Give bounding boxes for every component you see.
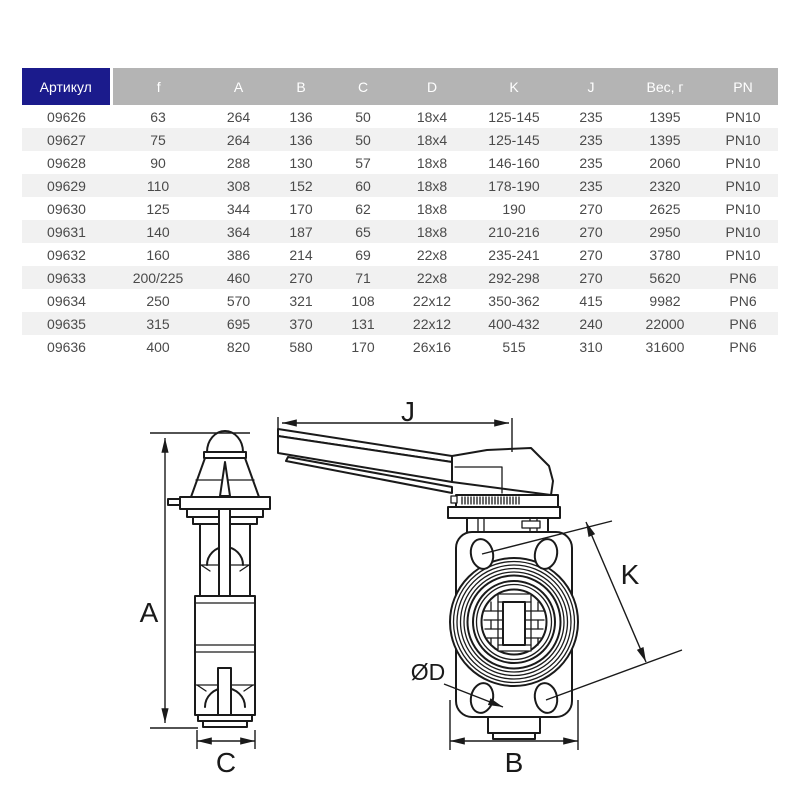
bottom-foot [493,733,535,739]
header-cell-a: A [205,68,272,105]
bottom-neck [488,717,540,733]
table-cell: 09635 [47,315,86,332]
flange-tab [168,499,180,505]
table-cell: 18x8 [416,177,448,194]
table-cell: 170 [289,200,313,217]
table-cell: 50 [355,131,371,148]
table-cell: 200/225 [132,269,184,286]
table-row [22,243,778,266]
table-row [22,151,778,174]
table-cell: 22x12 [412,292,452,309]
table-cell: 364 [226,223,251,240]
front-view [278,429,578,739]
table-row [22,220,778,243]
table-cell: 09630 [47,200,86,217]
table-cell: 09633 [47,269,86,286]
header-cell-d: D [396,68,468,105]
spec-table-head [22,68,778,105]
table-cell: 09632 [47,246,86,263]
table-cell: 125-145 [488,108,540,125]
valve-stem [219,509,230,596]
table-cell: 160 [146,246,170,263]
table-cell: 240 [579,315,603,332]
table-cell: 321 [289,292,313,309]
table-cell: 75 [150,131,166,148]
table-cell: 22000 [645,315,685,332]
table-cell: 31600 [645,338,685,355]
table-cell: 308 [226,177,251,194]
header-cell-weight: Вес, г [622,68,708,105]
dim-label-k: K [620,559,640,590]
table-cell: PN10 [725,177,761,194]
table-cell: PN10 [725,223,761,240]
table-cell: 400-432 [488,315,540,332]
table-cell: 22x8 [416,269,448,286]
dimension-c [197,730,255,778]
table-cell: 210-216 [488,223,540,240]
table-cell: 62 [355,200,371,217]
table-cell: 22x8 [416,246,448,263]
table-cell: 344 [226,200,251,217]
table-cell: PN6 [729,292,757,309]
table-cell: 310 [579,338,603,355]
table-cell: 2320 [649,177,681,194]
table-cell: 270 [289,269,313,286]
table-cell: 292-298 [488,269,540,286]
table-cell: PN6 [729,338,757,355]
table-row [22,174,778,197]
header-cell-b: B [272,68,330,105]
table-cell: 820 [226,338,251,355]
table-cell: 235-241 [488,246,540,263]
dim-label-b: B [504,747,524,778]
table-cell: 235 [579,154,603,171]
table-cell: 264 [226,131,251,148]
table-cell: 270 [579,269,603,286]
table-cell: 22x12 [412,315,452,332]
table-cell: 1395 [649,131,681,148]
table-cell: 63 [150,108,166,125]
table-cell: 18x8 [416,223,448,240]
table-cell: 50 [355,108,371,125]
table-cell: 09628 [47,154,86,171]
table-cell: 386 [226,246,251,263]
table-row [22,312,778,335]
table-row [22,335,778,358]
table-cell: 170 [351,338,375,355]
table-cell: 136 [289,131,313,148]
dim-label-c: C [215,747,237,778]
spec-table [22,68,778,358]
header-cell-pn: PN [708,68,778,105]
table-cell: 125 [146,200,170,217]
table-cell: 190 [502,200,526,217]
table-cell: 57 [355,154,371,171]
table-cell: 2060 [649,154,681,171]
table-cell: 178-190 [488,177,540,194]
knob-dome [207,431,243,452]
table-cell: 370 [289,315,313,332]
table-cell: 235 [579,108,603,125]
side-view [168,431,270,727]
table-cell: 270 [579,246,603,263]
table-cell: 515 [502,338,526,355]
table-cell: 214 [289,246,313,263]
table-cell: PN10 [725,200,761,217]
top-plate [448,507,560,518]
table-cell: 695 [226,315,251,332]
table-row [22,105,778,128]
table-cell: 110 [146,177,170,194]
table-row [22,128,778,151]
table-cell: PN10 [725,108,761,125]
table-cell: 60 [355,177,371,194]
table-cell: 2625 [649,200,681,217]
table-cell: 580 [289,338,313,355]
dim-label-j: J [401,396,415,427]
table-cell: 3780 [649,246,681,263]
table-cell: 264 [226,108,251,125]
table-cell: 270 [579,223,603,240]
stem-boss [503,602,525,645]
table-row [22,266,778,289]
header-cell-f: f [111,68,205,105]
header-row [22,68,778,105]
table-row [22,197,778,220]
table-cell: 136 [289,108,313,125]
table-cell: 09629 [47,177,86,194]
table-cell: 570 [226,292,251,309]
table-cell: 400 [146,338,170,355]
table-cell: 09627 [47,131,86,148]
table-cell: 71 [355,269,371,286]
table-cell: 130 [289,154,313,171]
table-cell: 315 [146,315,170,332]
flange-plate [180,497,270,509]
table-cell: 1395 [649,108,681,125]
table-cell: 288 [226,154,251,171]
table-cell: 152 [289,177,313,194]
table-cell: 18x4 [416,108,448,125]
table-cell: PN10 [725,131,761,148]
table-row [22,289,778,312]
table-cell: 415 [579,292,603,309]
table-cell: PN10 [725,154,761,171]
header-cell-c: C [330,68,396,105]
technical-drawing [0,385,800,800]
header-cell-j: J [560,68,622,105]
table-cell: 350-362 [488,292,540,309]
table-cell: 09636 [47,338,86,355]
table-cell: 09631 [47,223,86,240]
table-cell: 5620 [649,269,681,286]
table-cell: PN10 [725,246,761,263]
table-cell: 18x8 [416,154,448,171]
disc-edge [218,668,231,716]
table-cell: 26x16 [412,338,452,355]
table-cell: 146-160 [488,154,540,171]
table-cell: PN6 [729,269,757,286]
spec-table-wrap [22,68,778,358]
table-cell: 125-145 [488,131,540,148]
table-cell: 65 [355,223,371,240]
dim-label-a: A [139,597,159,628]
table-cell: 270 [579,200,603,217]
header-cell-k: K [468,68,560,105]
table-cell: 235 [579,177,603,194]
table-cell: 140 [146,223,170,240]
table-cell: 90 [150,154,166,171]
table-cell: 09626 [47,108,86,125]
table-cell: 9982 [649,292,681,309]
table-cell: 250 [146,292,170,309]
table-cell: 18x8 [416,200,448,217]
table-cell: 69 [355,246,371,263]
spec-table-body [22,105,778,358]
table-cell: PN6 [729,315,757,332]
table-cell: 2950 [649,223,681,240]
table-cell: 187 [289,223,313,240]
table-cell: 131 [351,315,375,332]
table-cell: 18x4 [416,131,448,148]
dim-label-d: ØD [410,659,446,685]
table-cell: 460 [226,269,251,286]
table-cell: 09634 [47,292,86,309]
table-cell: 235 [579,131,603,148]
header-cell-article: Артикул [22,68,111,105]
table-cell: 108 [351,292,375,309]
